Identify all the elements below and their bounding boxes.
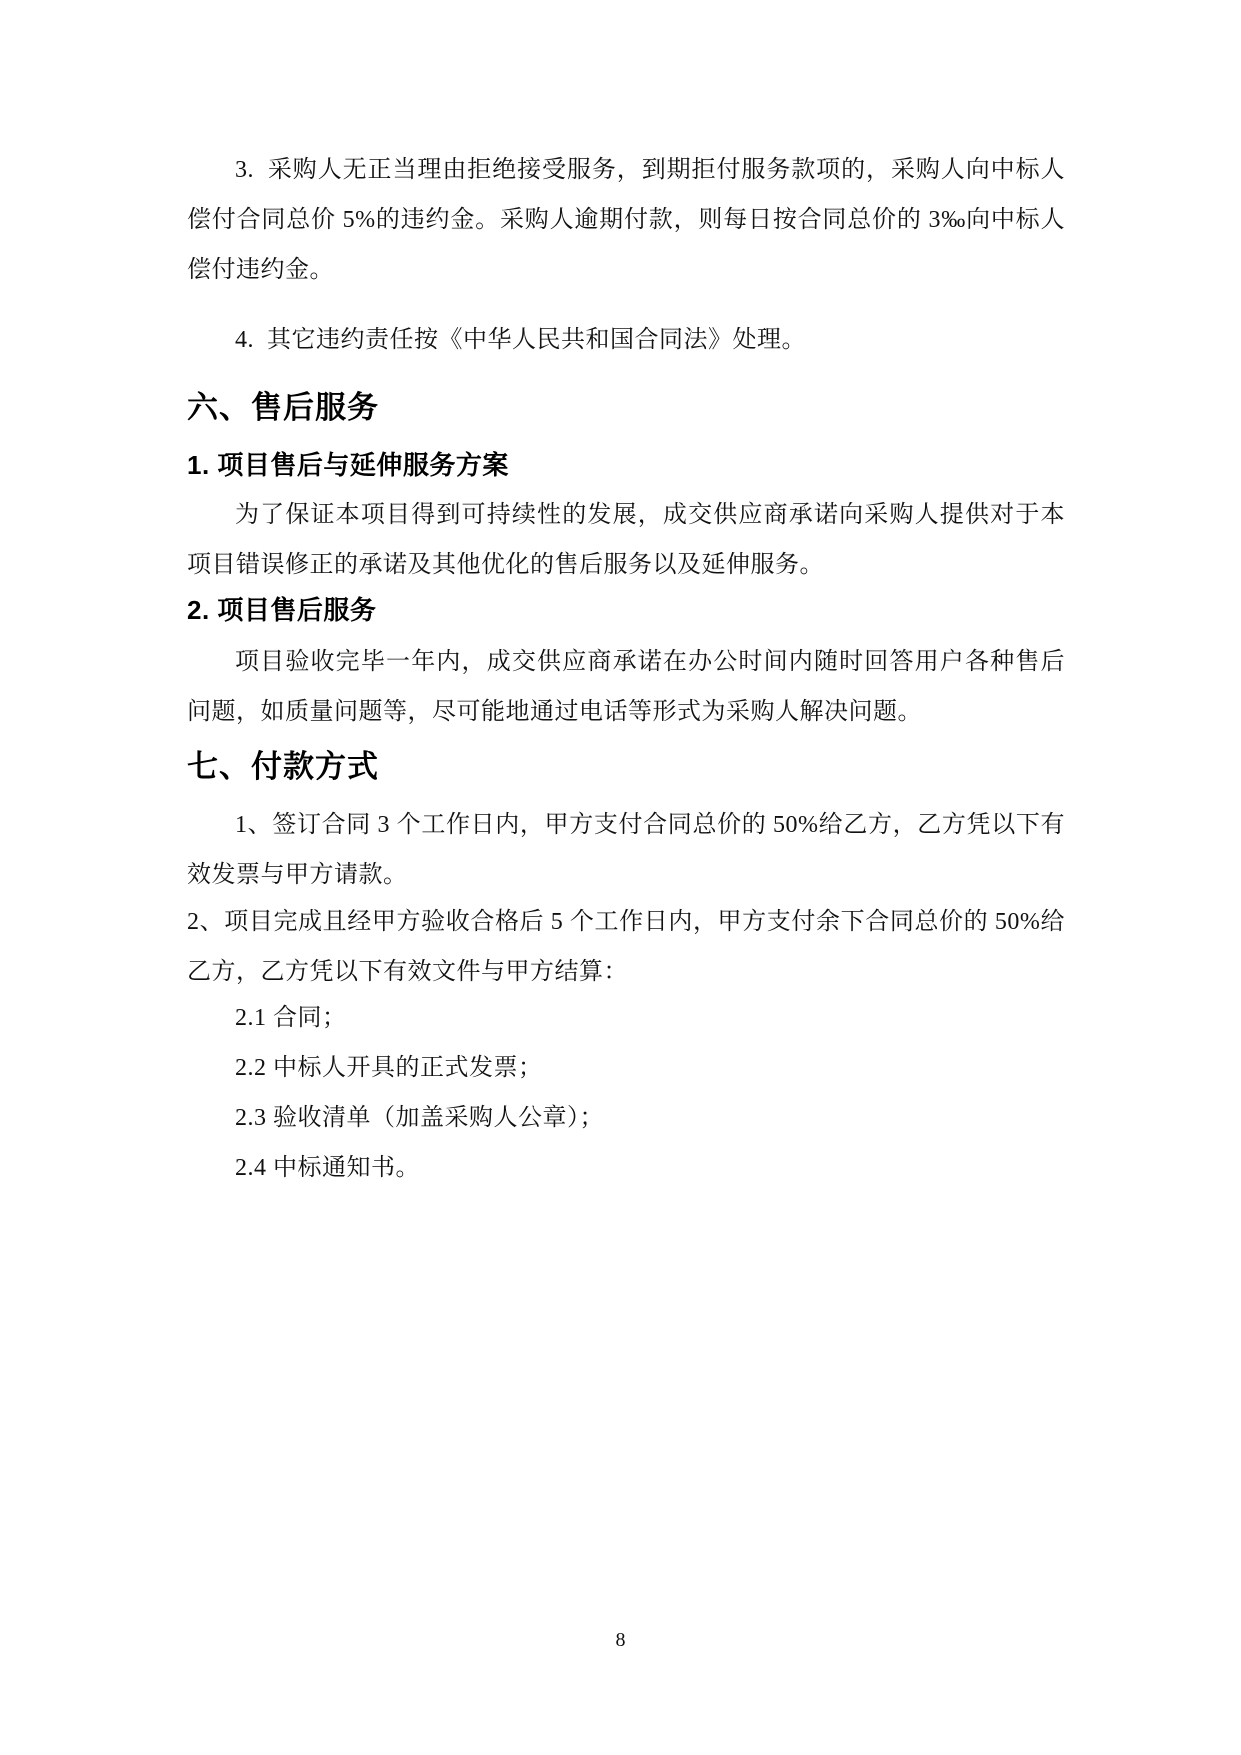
- page-number: 8: [615, 1629, 626, 1651]
- clause-4-paragraph: 4. 其它违约责任按《中华人民共和国合同法》处理。: [235, 327, 806, 353]
- payment-item-1-paragraph: 1、签订合同 3 个工作日内，甲方支付合同总价的 50%给乙方，乙方凭以下有效发票与甲方请款。: [187, 812, 1065, 888]
- section-six-sub1-body: 为了保证本项目得到可持续性的发展，成交供应商承诺向采购人提供对于本项目错误修正的承诺及其他优化的售后服务以及延伸服务。: [187, 502, 1065, 578]
- section-six-heading: 六、售后服务: [187, 390, 379, 425]
- payment-subitem-2-1: 2.1 合同；: [235, 1005, 347, 1031]
- section-six-sub1-title: 1. 项目售后与延伸服务方案: [187, 450, 509, 480]
- payment-subitem-2-4: 2.4 中标通知书。: [235, 1155, 420, 1181]
- section-seven-heading: 七、付款方式: [187, 749, 379, 784]
- payment-subitem-2-2: 2.2 中标人开具的正式发票；: [235, 1055, 543, 1081]
- payment-subitem-2-3: 2.3 验收清单（加盖采购人公章）；: [235, 1105, 604, 1131]
- section-six-sub2-body: 项目验收完毕一年内，成交供应商承诺在办公时间内随时回答用户各种售后问题，如质量问题等，尽可能地通过电话等形式为采购人解决问题。: [187, 649, 1065, 725]
- section-six-sub2-title: 2. 项目售后服务: [187, 595, 377, 625]
- document-content: [187, 0, 1065, 1193]
- clause-3-paragraph: 3. 采购人无正当理由拒绝接受服务，到期拒付服务款项的，采购人向中标人偿付合同总价 5%的违约金。采购人逾期付款，则每日按合同总价的 3‰向中标人偿付违约金。: [187, 157, 1065, 283]
- payment-item-2-paragraph: 2、项目完成且经甲方验收合格后 5 个工作日内，甲方支付余下合同总价的 50%给乙方，乙方凭以下有效文件与甲方结算：: [187, 909, 1065, 985]
